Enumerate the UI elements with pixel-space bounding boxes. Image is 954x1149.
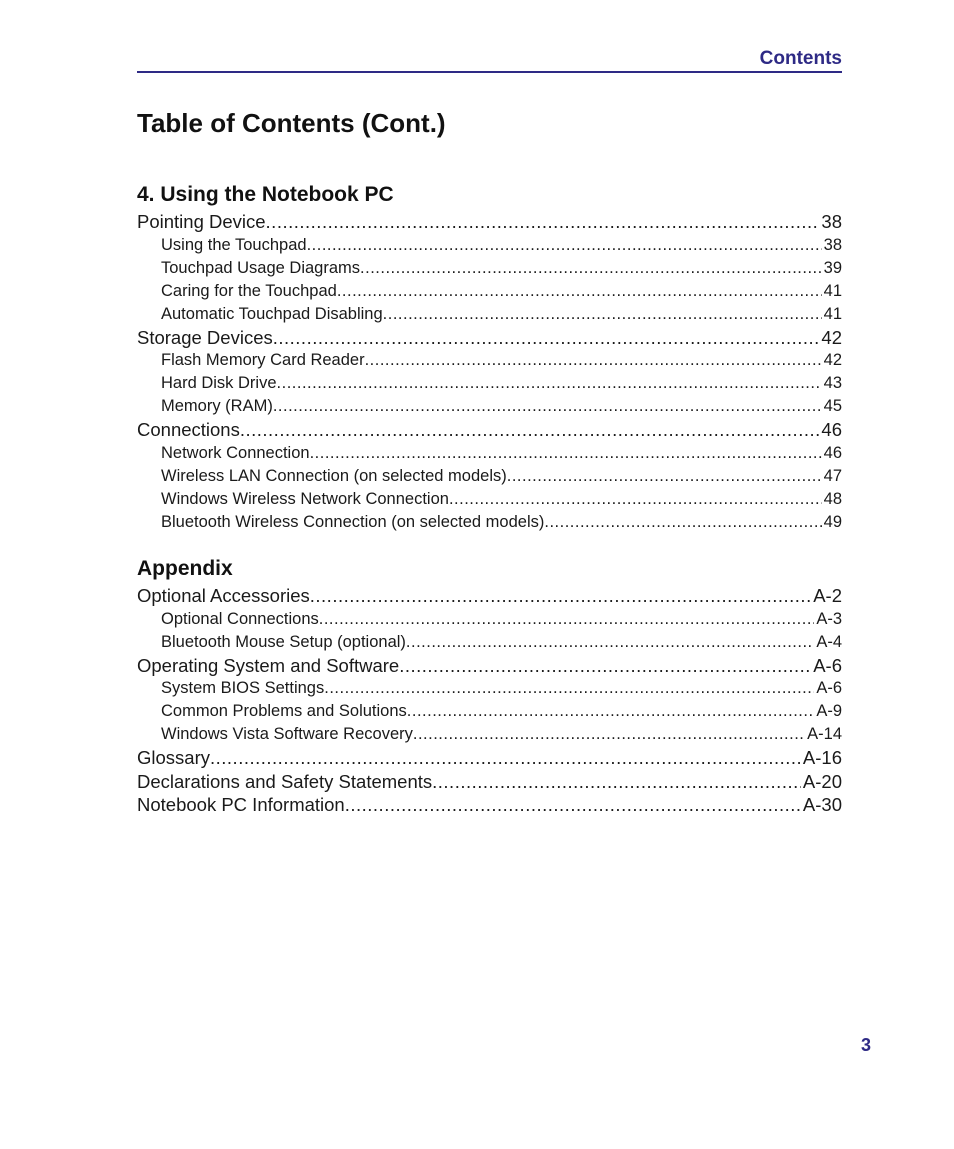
toc-entry-title: Notebook PC Information — [137, 794, 345, 815]
toc-entry-page: 48 — [823, 489, 842, 508]
toc-subentry[interactable] — [137, 442, 842, 465]
toc-dot-leader — [240, 418, 820, 442]
toc-section-appendix — [137, 554, 842, 817]
toc-entry-page: 46 — [821, 419, 842, 440]
toc-entry-page: A-3 — [816, 609, 842, 628]
toc-subentry[interactable] — [137, 465, 842, 488]
toc-entry-page: 43 — [823, 374, 842, 392]
toc-list — [137, 210, 842, 534]
toc-entry-page: 42 — [821, 326, 842, 348]
toc-entry-page: 41 — [823, 281, 842, 300]
toc-entry[interactable] — [137, 770, 842, 794]
toc-entry-title: Operating System and Software — [137, 654, 400, 676]
toc-dot-leader — [507, 465, 822, 488]
toc-dot-leader — [277, 372, 822, 395]
toc-entry[interactable] — [137, 746, 842, 770]
toc-entry-page: 41 — [823, 304, 842, 323]
page-title: Table of Contents (Cont.) — [137, 108, 446, 138]
toc-entry-title: Automatic Touchpad Disabling — [161, 304, 383, 323]
toc-entry-page: A-4 — [816, 632, 842, 651]
toc-entry-page: A-16 — [802, 747, 842, 768]
toc-list — [137, 584, 842, 817]
toc-dot-leader — [407, 700, 815, 723]
toc-entry[interactable] — [137, 210, 842, 234]
toc-entry-page: A-9 — [816, 702, 842, 720]
toc-dot-leader — [307, 234, 822, 257]
toc-entry-title: Using the Touchpad — [161, 235, 307, 254]
toc-entry-title: Windows Wireless Network Connection — [161, 489, 449, 508]
toc-subentry[interactable] — [137, 257, 842, 280]
toc-entry-title: Bluetooth Mouse Setup (optional) — [161, 632, 406, 651]
toc-subentry[interactable] — [137, 700, 842, 723]
toc-entry-title: Hard Disk Drive — [161, 374, 277, 392]
toc-subentry[interactable] — [137, 511, 842, 534]
toc-entry-title: Bluetooth Wireless Connection (on selected models) — [161, 512, 545, 531]
toc-entry-title: System BIOS Settings — [161, 679, 325, 697]
toc-subentry[interactable] — [137, 395, 842, 418]
toc-entry-title: Windows Vista Software Recovery — [161, 725, 413, 743]
toc-subentry[interactable] — [137, 488, 842, 511]
toc-subentry[interactable] — [137, 349, 842, 372]
toc-entry-title: Declarations and Safety Statements — [137, 770, 433, 792]
toc-dot-leader — [432, 770, 801, 794]
toc-dot-leader — [310, 442, 822, 465]
toc-entry-page: 42 — [823, 351, 842, 369]
toc-dot-leader — [310, 584, 811, 608]
toc-dot-leader — [383, 303, 822, 326]
toc-dot-leader — [273, 395, 822, 418]
toc-dot-leader — [345, 793, 801, 817]
toc-dot-leader — [365, 349, 822, 372]
toc-subentry[interactable] — [137, 677, 842, 700]
toc-entry-page: A-20 — [802, 770, 842, 792]
toc-dot-leader — [406, 631, 814, 654]
toc-dot-leader — [210, 746, 801, 770]
toc-entry-title: Network Connection — [161, 443, 310, 462]
toc-dot-leader — [319, 608, 815, 631]
toc-entry-title: Memory (RAM) — [161, 397, 273, 415]
toc-entry-page: 47 — [823, 466, 842, 485]
toc-entry-title: Optional Connections — [161, 609, 319, 628]
toc-entry-title: Glossary — [137, 747, 210, 768]
toc-dot-leader — [544, 511, 821, 534]
section-heading: 4. Using the Notebook PC — [137, 183, 394, 206]
toc-entry-page: 39 — [823, 258, 842, 277]
toc-dot-leader — [324, 677, 814, 700]
toc-entry-title: Touchpad Usage Diagrams — [161, 258, 361, 277]
toc-entry-page: 45 — [823, 397, 842, 415]
header-section-label: Contents — [759, 48, 842, 69]
toc-subentry[interactable] — [137, 631, 842, 654]
toc-entry-page: 49 — [823, 512, 842, 531]
toc-entry-title: Flash Memory Card Reader — [161, 351, 365, 369]
toc-section-using-notebook — [137, 180, 842, 534]
toc-subentry[interactable] — [137, 280, 842, 303]
toc-dot-leader — [273, 326, 820, 350]
toc-entry-title: Common Problems and Solutions — [161, 702, 407, 720]
toc-dot-leader — [337, 280, 822, 303]
toc-entry-page: 38 — [821, 211, 842, 232]
toc-entry-page: A-30 — [802, 794, 842, 815]
toc-entry-page: 38 — [823, 235, 842, 254]
toc-entry-page: 46 — [823, 443, 842, 462]
toc-subentry[interactable] — [137, 723, 842, 746]
toc-subentry[interactable] — [137, 372, 842, 395]
toc-subentry[interactable] — [137, 608, 842, 631]
toc-entry-page: A-6 — [816, 679, 842, 697]
toc-dot-leader — [449, 488, 822, 511]
toc-dot-leader — [399, 654, 811, 678]
toc-dot-leader — [413, 723, 805, 746]
toc-dot-leader — [266, 210, 820, 234]
toc-entry[interactable] — [137, 793, 842, 817]
toc-entry-title: Optional Accessories — [137, 585, 310, 606]
header-divider — [137, 71, 842, 73]
toc-entry[interactable] — [137, 584, 842, 608]
toc-entry-page: A-2 — [813, 585, 842, 606]
toc-subentry[interactable] — [137, 303, 842, 326]
page-number: 3 — [861, 1035, 872, 1055]
toc-entry-title: Caring for the Touchpad — [161, 281, 337, 300]
toc-entry[interactable] — [137, 418, 842, 442]
toc-entry-title: Storage Devices — [137, 326, 273, 348]
toc-entry-title: Connections — [137, 419, 240, 440]
section-heading: Appendix — [137, 557, 233, 580]
toc-entry-page: A-6 — [813, 654, 842, 676]
toc-entry[interactable] — [137, 654, 842, 678]
toc-subentry[interactable] — [137, 234, 842, 257]
toc-dot-leader — [360, 257, 822, 280]
toc-entry-page: A-14 — [807, 725, 842, 743]
toc-entry-title: Wireless LAN Connection (on selected models) — [161, 466, 507, 485]
toc-entry-title: Pointing Device — [137, 211, 266, 232]
toc-entry[interactable] — [137, 326, 842, 350]
